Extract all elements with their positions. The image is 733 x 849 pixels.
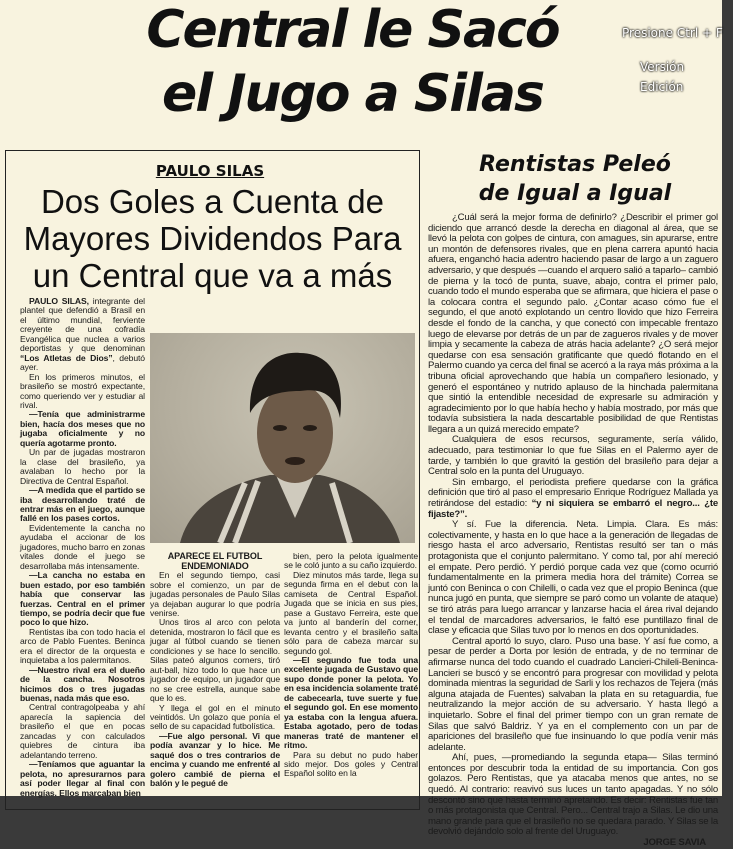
paragraph: [428, 435, 718, 477]
paragraph: [150, 704, 280, 732]
left-article-column-1: [20, 297, 145, 798]
bold-text: PAULO SILAS,: [29, 296, 89, 306]
paragraph: [20, 628, 145, 666]
byline: JORGE SAVIA: [643, 837, 706, 849]
text: Rentistas iba con todo hacia el arco de Pablo Fuentes. Beninca era el director de la orquesta e inquietaba a los palermitanos.: [20, 626, 145, 666]
text: Para su debut no pudo haber sido mejor. Dos goles y Central Español solito en la: [284, 749, 418, 779]
text: , debutó ayer.: [20, 352, 145, 373]
edition-overlay[interactable]: Edición: [640, 80, 684, 94]
text: Y llega el gol en el minuto veintidós. Un golazo que ponía el sello de su capacidad futbolística.: [150, 702, 280, 732]
bold-text: —A medida que el partido se iba desarrollando traté de entrar más en el juego, aunque fallé en los pases cortos.: [20, 485, 145, 524]
paragraph: [428, 213, 718, 435]
version-overlay[interactable]: Versión: [640, 60, 685, 74]
section-subhead: APARECE EL FUTBOL ENDEMONIADO: [167, 551, 263, 571]
text: Y sí. Fue la diferencia. Neta. Limpia. Clara. Es más: colectivamente, y hasta en lo que hace a la generación de llegadas de riesgo hasta el arco adversario, Rentistas resultó ser tan o más protagonista que el conjunto palermitano. Y como tal, por ahí mereció el empate. Pero perdió. Y perdió porque cada vez que (como ocurrió fundamentalmente en la primera media hora del trámite) Correa se juntó con Beninca o con Chilelli, o cada vez que el propio Beninca (que nunca jugó en punta, que siempre se paró como un volante de ataque) se tiró atrás para luego arrancar y lanzarse hacia el área rival dejando el tendal de marcadores adversarios, le faltó ese puntillazo final de clase y eficacia que Silas tuvo por lo menos en dos oportunidades.: [428, 519, 718, 637]
paragraph: [284, 571, 418, 656]
paragraph: [20, 666, 145, 704]
player-portrait-image: [150, 333, 415, 543]
text: ¿Cuál será la mejor forma de definirlo? ¿Describir el primer gol diciendo que arrancó desde la derecha en diagonal al área, que se llevó la pelota con golpes de cintura, con amagues, sin apurarse, entre un montón de defensores rivales, que en plena carrera apuntó hacia afuera, enganchó hacia adentro haciendo pasar de largo a un zaguero adversario, y que después —cuando el arquero salió a taparlo– cambió de pierna y la tocó de punta, suave, abajo, contra el primer palo, cuando todo el mundo esperaba que se afirmara, que hiciera el pase o la colocara contra el segundo palo. ¿Contar acaso cómo fue el segundo, el que anotó explotando un centro llovido que hizo Ferreira desde el fondo de la cancha, y que conectó con impecable frentazo luego de elevarse por detrás de un par de zagueros rivales y de mover limpia y secamente la cabeza de atrás hacia adelante? ¿O será mejor quedarse con esa sensación gratificante que quedó flotando en el Palermo cuando ya cerca del final se acercó a la raya más próxima a la tribuna oficial aprovechando que había un compañero lesionado, y generó el espontáneo y nutrido aplauso de la hinchada palermitana que sintió la entendible necesidad de expresarle su admiración y agradecimiento por lo que había hecho y había mostrado, por más que todavía subsistiera la nada descartable posibilidad de que Rentistas llegara a un quizá merecido empate?: [428, 212, 718, 435]
text: bien, pero la pelota igualmente se le coló junto a su caño izquierdo.: [284, 551, 418, 571]
text: Unos tiros al arco con pelota detenida, mostraron lo fácil que es jugar al fútbol cuando se tienen condiciones y se hace lo sencillo. Silas pateó algunos corners, tiró aut-ball, hizo todo lo que hace un jugador de equipo, un jugador que no se cree estrella, aunque sabe que lo es.: [150, 617, 280, 704]
bold-text: —Fue algo personal. Vi que podía avanzar y lo hice. Me saqué dos o tres contrarios de encima y cuando me enfrenté al golero cambié de pierna el balón y le pegué de: [150, 730, 280, 789]
left-article-column-3: [284, 552, 418, 779]
text: En los primeros minutos, el brasileño se mostró expectante, como queriendo ver y estudiar al rival.: [20, 371, 145, 410]
bold-text: —La cancha no estaba en buen estado, por eso también había que conservar las fuerzas. Central en el primer tiempo, se podría decir que fue poco lo que hizo.: [20, 570, 145, 628]
find-hint-overlay: Presione Ctrl + F: [622, 26, 723, 40]
left-article-column-2: [150, 552, 280, 789]
right-title-line-2: de Igual a Igual: [478, 181, 672, 206]
paragraph: [284, 751, 418, 779]
bold-text: “y ni siquiera se embarró el negro... ¿te fijaste?”.: [428, 498, 718, 520]
right-article-title: [430, 150, 720, 208]
text: Evidentemente la cancha no ayudaba el accionar de los jugadores, mucho barro en zonas vitales donde el juego se desarrollaba más intensamente.: [20, 522, 145, 571]
paragraph: [20, 448, 145, 486]
paragraph: [20, 373, 145, 411]
text: Central contragolpeaba y ahí aparecía la sapiencia del brasileño el que en pocas zancadas y con calculados quiebres de cintura iba adelantando terreno.: [20, 702, 145, 760]
headline-line-2: el Jugo a Silas: [162, 64, 543, 124]
bold-text: —Teníamos que aguantar la pelota, no apresurarnos para así poder llegar al final con energías. Ellos marcaban bien: [20, 759, 145, 798]
bold-text: —Tenía que administrarme bien, hacía dos meses que no jugaba oficialmente y no quería agotarme pronto.: [20, 409, 145, 448]
paragraph: [20, 571, 145, 628]
paragraph: [20, 524, 145, 571]
paragraph: [428, 520, 718, 637]
main-headline: [85, 0, 620, 126]
paragraph: [20, 486, 145, 524]
paragraph: [20, 760, 145, 798]
text: Sin embargo, el periodista prefiere quedarse con la gráfica definición que tiró al paso el empresario Enrique Rodríguez Mallada ya retirándose del estadio:: [428, 476, 718, 510]
paragraph: [150, 732, 280, 789]
paragraph: [428, 478, 718, 520]
bold-text: —El segundo fue toda una excelente jugada de Gustavo que supo donde poner la pelota. Yo en esa incidencia solamente traté de cabecearla, tuve suerte y fue el segundo gol. En ese momento ya estaba con la lengua afuera. Estaba agotado, pero de todas maneras traté de mantener el ritmo.: [284, 654, 418, 751]
paragraph: [20, 410, 145, 448]
text: Cualquiera de esos recursos, seguramente, sería válido, adecuado, para testimoniar lo que fue Silas en el Palermo ayer de tarde, y también lo que gravitó la gestión del brasileño para dejar a Central solo en la punta del Uruguayo.: [428, 434, 718, 478]
paragraph: [428, 753, 718, 838]
paragraph: [20, 297, 145, 373]
player-photo: [150, 333, 415, 543]
bold-text: —Nuestro rival era el dueño de la cancha. Nosotros hicimos dos o tres jugadas buenas, nada más que eso.: [20, 664, 145, 704]
text: Ahí, pues, —promediando la segunda etapa— Silas terminó entonces por descubrir toda la entidad de su importancia. Con gos golazos. Pero Rentistas, que ya atacaba menos que antes, no se quedó. Al contrario: reavivó sus luces un tanto apagadas. Y no sólo descontó sino que hasta terminó apretando. Es decir: Rentistas fue tan o más protagonista que Central. Pero... Central trajo a Silas. Le dio una mano grande para que el brasileño no se quedara parado. Y Silas se la devolvió dejándolo solo al frente del Uruguayo.: [428, 752, 718, 838]
text: Un par de jugadas mostraron la clase del brasileño, ya avalaban lo hecho por la Directiva de Central Español.: [20, 447, 145, 486]
text: En el segundo tiempo, casi sobre el comienzo, un par de jugadas personales de Paulo Silas ya dejaban augurar lo que podría venirse.: [150, 570, 280, 618]
right-title-line-1: Rentistas Peleó: [479, 152, 671, 177]
paragraph: [150, 618, 280, 703]
left-article-title: Dos Goles a Cuenta de Mayores Dividendos Para un Central que va a más: [23, 183, 402, 294]
paragraph: [428, 637, 718, 754]
bold-text: “Los Atletas de Dios”: [20, 352, 113, 363]
headline-line-1: Central le Sacó: [146, 0, 559, 60]
text: Central aportó lo suyo, claro. Puso una base. Y así fue como, a pesar de perder a Dorta por lesión de entrada, y de no terminar de afirmarse nunca del todo cuando el cuadrado Lancieri-Chileli-Beninca-Lancieri se buscó y se encontró para progresar con movilidad y pelota dominada mientras la seguridad de Sarli y los rechazos de Tejera (más alguna atajada de Fuentes) salvaban la plata en su retaguardia, fue neutralizando la mejor acción de su adversario. Y hasta llegó a inquietarlo. Sobre el final del primer tiempo con un gran remate de Silas que salvó Baldriz. Y ya en el complemento con un par de apariciones del brasileño que fue insinuando lo que podía venir más adelante.: [428, 635, 718, 753]
article-kicker: PAULO SILAS: [155, 162, 265, 180]
text: integrante del plantel que defendió a Brasil en el último mundial, ferviente creyente de una cofradía Evangélica que nuclea a varios deportistas y que denominan: [20, 296, 145, 354]
paragraph: [284, 552, 418, 571]
paragraph: [284, 656, 418, 751]
paragraph: [20, 703, 145, 760]
text: Diez minutos más tarde, llega su segunda firma en el debut con la camiseta de Central Español. Jugada que se inicia en sus pies, pase a Gustavo Ferreira, este que va junto al banderín del corner, levanta centro y el brasileño salta sólo para de cabeza marcar su segundo gol.: [284, 569, 418, 656]
right-article-body: [428, 213, 718, 849]
paragraph: [150, 571, 280, 618]
